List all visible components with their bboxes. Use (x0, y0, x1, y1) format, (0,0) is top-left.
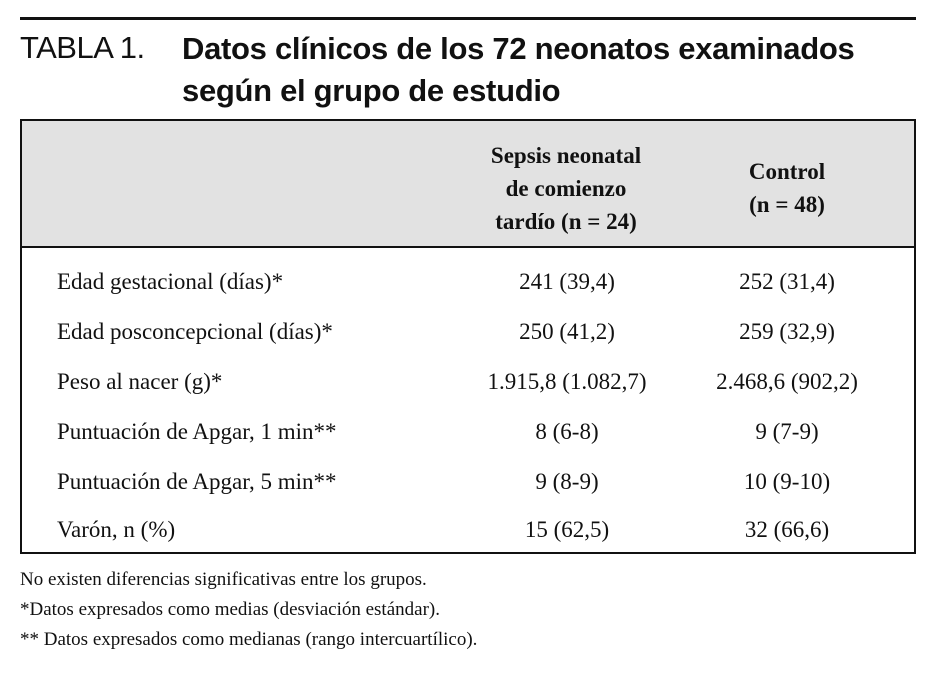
header-control (692, 155, 882, 221)
cell-sepsis: 1.915,8 (1.082,7) (487, 369, 647, 394)
table-number: TABLA 1. (20, 30, 145, 65)
header-control-line-2: (n = 48) (749, 192, 825, 217)
header-sepsis-line-1: Sepsis neonatal (490, 143, 642, 168)
top-rule (20, 17, 916, 20)
cell-control: 32 (66,6) (744, 517, 830, 542)
cell-sepsis: 241 (39,4) (519, 269, 615, 294)
footnote: No existen diferencias significativas entre los grupos. (20, 569, 427, 590)
row-label: Edad posconcepcional (días)* (57, 319, 333, 344)
caption-line-1: Datos clínicos de los 72 neonatos examinados (182, 31, 855, 66)
header-sepsis-line-3: tardío (n = 24) (495, 209, 637, 234)
table-row (22, 407, 914, 457)
cell-control: 9 (7-9) (755, 419, 819, 444)
table-row (22, 505, 914, 555)
table-row (22, 307, 914, 357)
cell-control: 10 (9-10) (743, 469, 831, 494)
footnote: ** Datos expresados como medianas (rango intercuartílico). (20, 629, 478, 650)
table-footnotes (20, 565, 477, 655)
row-label: Varón, n (%) (57, 517, 176, 542)
table-row (22, 357, 914, 407)
table-row (22, 457, 914, 507)
cell-sepsis: 8 (6-8) (535, 419, 599, 444)
row-label: Edad gestacional (días)* (57, 269, 284, 294)
table-caption (182, 28, 854, 112)
row-label: Peso al nacer (g)* (57, 369, 223, 394)
header-sepsis (450, 139, 682, 238)
cell-sepsis: 250 (41,2) (519, 319, 615, 344)
table-header (22, 121, 914, 248)
clinical-data-table (20, 119, 916, 554)
header-control-line-1: Control (748, 159, 826, 184)
caption-line-2: según el grupo de estudio (182, 73, 561, 108)
row-label: Puntuación de Apgar, 1 min** (57, 419, 337, 444)
cell-control: 259 (32,9) (739, 319, 835, 344)
table-row (22, 257, 914, 307)
cell-control: 2.468,6 (902,2) (716, 369, 858, 394)
footnote: *Datos expresados como medias (desviación estándar). (20, 599, 440, 620)
cell-control: 252 (31,4) (739, 269, 835, 294)
table-title (20, 28, 920, 112)
row-label: Puntuación de Apgar, 5 min** (57, 469, 337, 494)
header-sepsis-line-2: de comienzo (505, 176, 627, 201)
cell-sepsis: 9 (8-9) (535, 469, 599, 494)
cell-sepsis: 15 (62,5) (524, 517, 610, 542)
